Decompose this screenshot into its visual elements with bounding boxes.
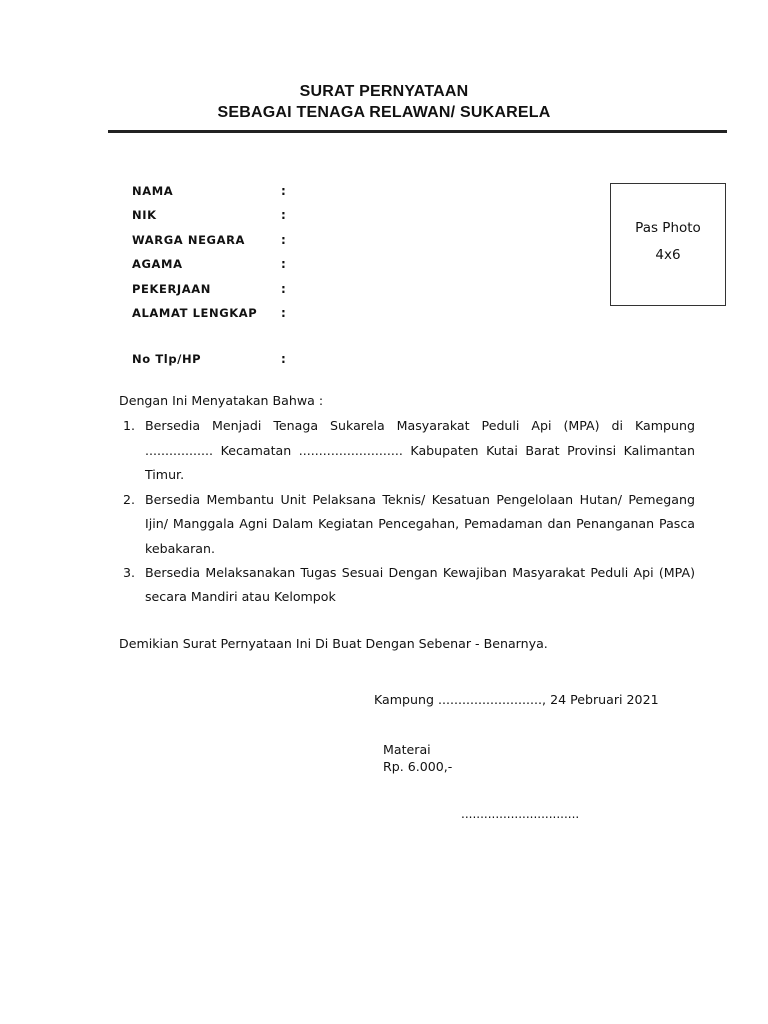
field-label-warga-negara: WARGA NEGARA — [132, 233, 246, 247]
field-label-no-tlp: No Tlp/HP — [132, 352, 202, 366]
statement-intro: Dengan Ini Menyatakan Bahwa : — [119, 393, 324, 408]
title-line-2: SEBAGAI TENAGA RELAWAN/ SUKARELA — [217, 104, 551, 121]
list-item-number: 3. — [123, 565, 136, 580]
field-colon-pekerjaan: : — [281, 282, 286, 296]
list-item — [119, 414, 695, 488]
signature-name-line: ............................... — [461, 807, 580, 821]
field-colon-warga-negara: : — [281, 233, 286, 247]
field-colon-agama: : — [281, 257, 286, 271]
field-label-nama: NAMA — [132, 184, 174, 198]
field-colon-no-tlp: : — [281, 352, 286, 366]
list-item — [119, 488, 695, 562]
photo-size: 4x6 — [655, 247, 681, 263]
title-line-1: SURAT PERNYATAAN — [299, 83, 469, 100]
materai-label: Materai — [383, 742, 431, 757]
list-item-text: Bersedia Menjadi Tenaga Sukarela Masyarakat Peduli Api (MPA) di Kampung ................. Kecamatan .......................... Kabupaten Kutai Barat Provinsi Kalimantan Timur. — [145, 418, 695, 482]
list-item-number: 2. — [123, 491, 136, 507]
field-label-pekerjaan: PEKERJAAN — [132, 282, 212, 296]
field-colon-nik: : — [281, 208, 286, 222]
photo-label: Pas Photo — [635, 220, 701, 236]
pas-photo-box — [610, 183, 726, 306]
field-label-nik: NIK — [132, 208, 157, 222]
materai-amount: Rp. 6.000,- — [383, 759, 453, 774]
list-item-text: Bersedia Melaksanakan Tugas Sesuai Dengan Kewajiban Masyarakat Peduli Api (MPA) secara Mandiri atau Kelompok — [145, 565, 695, 604]
title-underline — [108, 130, 727, 133]
place-date: Kampung .........................., 24 Pebruari 2021 — [374, 692, 659, 707]
field-label-alamat-lengkap: ALAMAT LENGKAP — [132, 306, 258, 320]
list-item — [119, 561, 695, 609]
statement-list — [119, 414, 695, 609]
field-colon-alamat-lengkap: : — [281, 306, 286, 320]
list-item-number: 1. — [123, 418, 136, 433]
materai-stamp-note — [383, 741, 452, 775]
closing-statement: Demikian Surat Pernyataan Ini Di Buat Dengan Sebenar - Benarnya. — [119, 636, 548, 651]
list-item-text: Bersedia Membantu Unit Pelaksana Teknis/ Kesatuan Pengelolaan Hutan/ Pemegang Ijin/ Manggala Agni Dalam Kegiatan Pencegahan, Pemadaman dan Penanganan Pasca kebakaran. — [145, 491, 695, 556]
field-label-agama: AGAMA — [132, 257, 183, 271]
field-colon-nama: : — [281, 184, 286, 198]
